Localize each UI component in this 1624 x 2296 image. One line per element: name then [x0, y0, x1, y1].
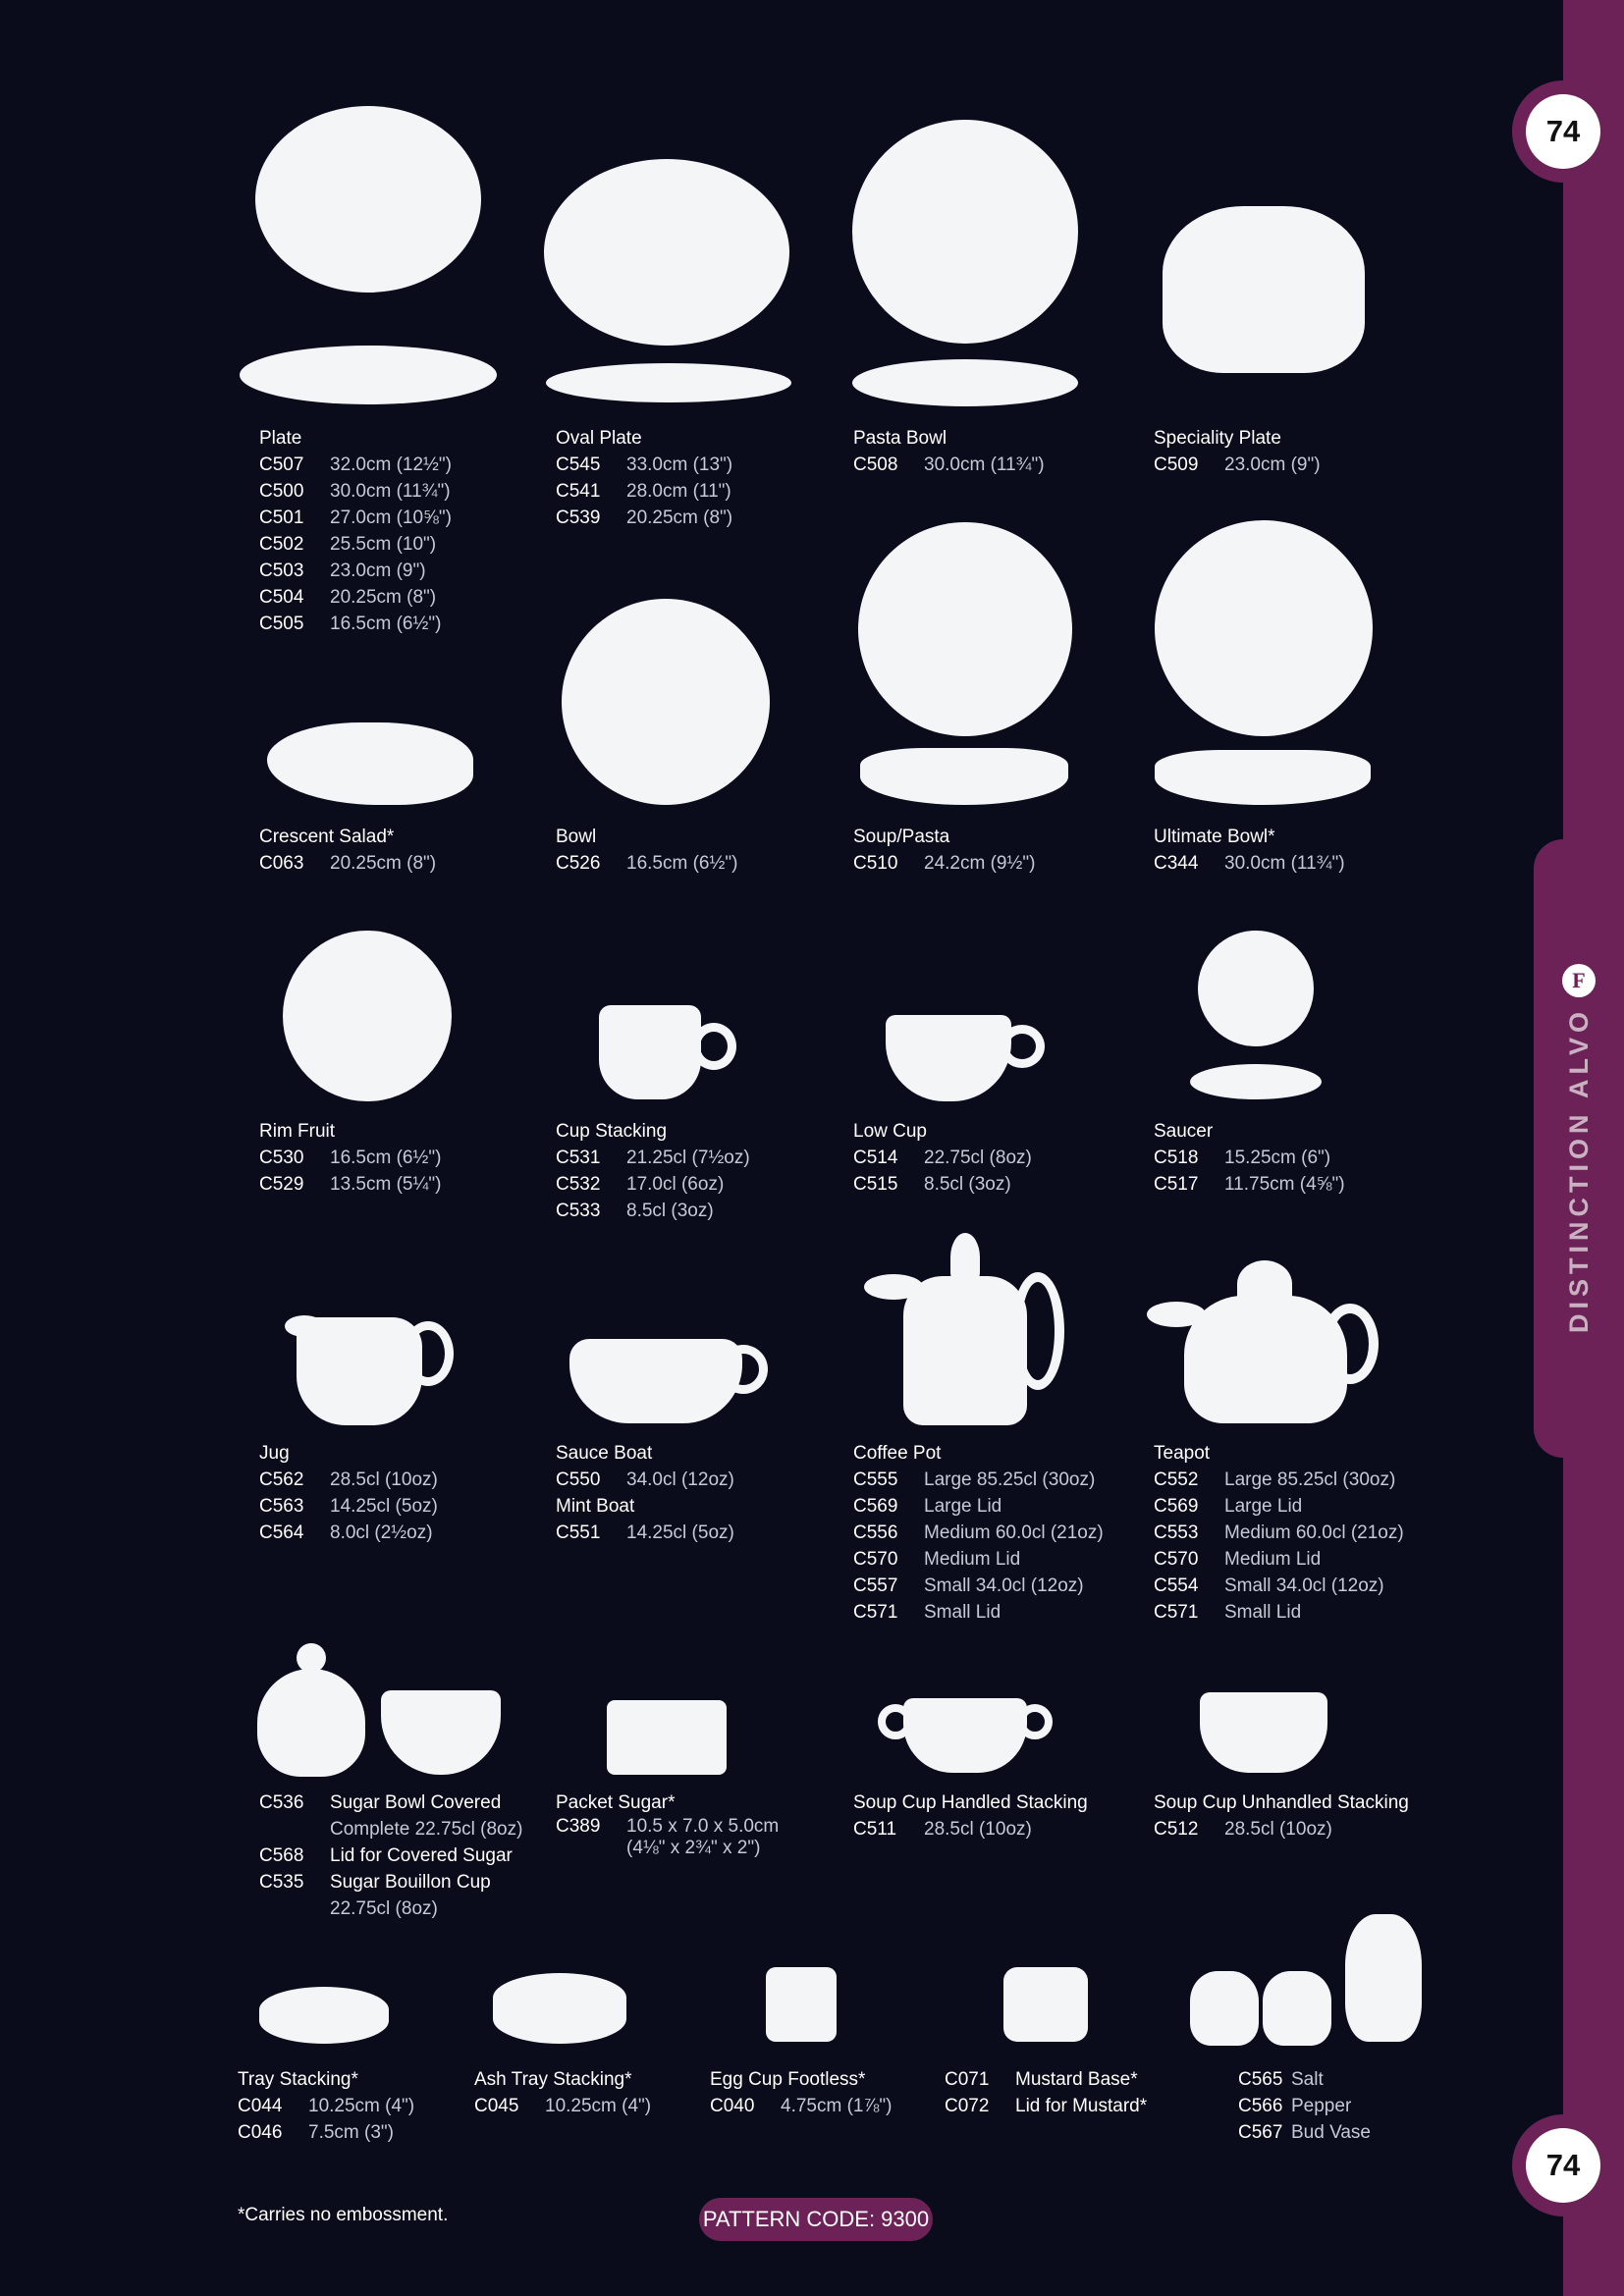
product-code: C570 — [1154, 1549, 1199, 1570]
product-code: C509 — [1154, 454, 1199, 475]
product-crescent-salad — [259, 824, 436, 877]
product-code: C511 — [853, 1819, 897, 1840]
product-size: Small 34.0cl (12oz) — [924, 1575, 1084, 1596]
ash-tray-image — [493, 1973, 626, 2044]
product-size: 4.75cm (1⅞") — [781, 2096, 893, 2116]
product-code: C555 — [853, 1469, 898, 1490]
product-code: C562 — [259, 1469, 304, 1490]
soup-cup-unhandled-image — [1200, 1692, 1327, 1773]
product-plate — [259, 425, 452, 637]
product-saucer — [1154, 1118, 1345, 1198]
product-code: C571 — [1154, 1602, 1199, 1623]
product-code: C556 — [853, 1522, 898, 1543]
pasta-bowl-image — [852, 120, 1078, 344]
product-size: 33.0cm (13") — [626, 454, 733, 475]
egg-cup-image — [766, 1967, 837, 2042]
product-name: Packet Sugar* — [556, 1792, 676, 1813]
product-code: C533 — [556, 1201, 601, 1221]
product-size: Complete 22.75cl (8oz) — [330, 1819, 523, 1840]
coffee-pot-image — [903, 1276, 1027, 1425]
product-size: 21.25cl (7½oz) — [626, 1148, 750, 1168]
footnote: *Carries no embossment. — [238, 2205, 449, 2225]
product-bowl — [556, 824, 737, 877]
product-description: Pepper — [1291, 2096, 1352, 2116]
product-size: 32.0cm (12½") — [330, 454, 452, 475]
product-code: C552 — [1154, 1469, 1199, 1490]
pattern-code-badge: PATTERN CODE: 9300 — [699, 2198, 933, 2241]
low-cup-image — [886, 1015, 1011, 1101]
product-code: C500 — [259, 481, 304, 502]
product-size: 30.0cm (11¾") — [1224, 853, 1345, 874]
soup-cup-handled-right-handle — [1017, 1704, 1053, 1739]
product-name: Jug — [259, 1443, 290, 1464]
sugar-bowl-covered-image — [257, 1669, 365, 1777]
product-size: 22.75cl (8oz) — [924, 1148, 1032, 1168]
product-code: C507 — [259, 454, 304, 475]
product-description: Salt — [1291, 2069, 1324, 2090]
product-code: C565 — [1238, 2069, 1283, 2090]
product-name: Cup Stacking — [556, 1121, 668, 1142]
product-size: 17.0cl (6oz) — [626, 1174, 725, 1195]
jug-handle — [403, 1321, 454, 1386]
product-size: 7.5cm (3") — [308, 2122, 394, 2143]
product-code: C529 — [259, 1174, 304, 1195]
product-code: C517 — [1154, 1174, 1199, 1195]
teapot-image — [1184, 1296, 1347, 1423]
sugar-bouillon-cup-image — [381, 1690, 501, 1775]
oval-plate-side-image — [546, 363, 791, 402]
product-code: C532 — [556, 1174, 601, 1195]
product-egg-cup — [710, 2066, 892, 2119]
product-description: Sugar Bowl Covered — [330, 1792, 502, 1813]
product-code: C526 — [556, 853, 601, 874]
product-jug — [259, 1440, 438, 1546]
product-code: C504 — [259, 587, 304, 608]
side-tab-text: DISTINCTION ALVO — [1563, 1007, 1594, 1333]
product-size: 24.2cm (9½") — [924, 853, 1036, 874]
product-code: C550 — [556, 1469, 601, 1490]
product-code: C508 — [853, 454, 898, 475]
product-packet-sugar — [556, 1789, 779, 1859]
page-number: 74 — [1526, 2128, 1600, 2203]
product-name: Teapot — [1154, 1443, 1211, 1464]
product-oval-plate — [556, 425, 732, 531]
product-cup-stacking — [556, 1118, 750, 1224]
product-coffee-pot — [853, 1440, 1104, 1626]
product-code: C071 — [945, 2069, 990, 2090]
product-code: C501 — [259, 507, 304, 528]
product-code: C557 — [853, 1575, 898, 1596]
mustard-image — [1003, 1967, 1088, 2042]
product-size: 10.25cm (4") — [308, 2096, 415, 2116]
product-size: Small Lid — [1224, 1602, 1302, 1623]
product-size: 20.25cm (8") — [330, 587, 437, 608]
product-size: 16.5cm (6½") — [626, 853, 738, 874]
product-size: Medium Lid — [924, 1549, 1021, 1570]
product-size: 20.25cm (8") — [330, 853, 437, 874]
soup-pasta-side-image — [860, 748, 1068, 805]
page-number-badge-top — [1512, 80, 1614, 183]
product-ash-tray — [474, 2066, 651, 2119]
bud-vase-image — [1345, 1914, 1422, 2042]
product-size: 10.5 x 7.0 x 5.0cm — [626, 1816, 780, 1837]
product-code: C551 — [556, 1522, 601, 1543]
product-name: Rim Fruit — [259, 1121, 336, 1142]
rim-fruit-image — [283, 931, 452, 1101]
product-size: Medium 60.0cl (21oz) — [924, 1522, 1104, 1543]
product-size: 28.5cl (10oz) — [924, 1819, 1032, 1840]
product-size: 27.0cm (10⅝") — [330, 507, 452, 528]
product-size: 23.0cm (9") — [330, 561, 426, 581]
product-name: Ultimate Bowl* — [1154, 827, 1275, 847]
product-code: C063 — [259, 853, 304, 874]
product-code: C046 — [238, 2122, 283, 2143]
product-size: 30.0cm (11¾") — [924, 454, 1045, 475]
sauce-boat-handle — [719, 1345, 768, 1394]
product-name-mint-boat: Mint Boat — [556, 1496, 635, 1517]
product-description: Mustard Base* — [1015, 2069, 1138, 2090]
product-name: Tray Stacking* — [238, 2069, 358, 2090]
product-size: 22.75cl (8oz) — [330, 1898, 438, 1919]
product-description: Sugar Bouillon Cup — [330, 1872, 491, 1893]
product-code: C566 — [1238, 2096, 1283, 2116]
product-sauce-boat — [556, 1440, 734, 1546]
product-code: C541 — [556, 481, 601, 502]
product-salt-pepper — [1238, 2066, 1371, 2146]
pasta-bowl-side-image — [852, 359, 1078, 406]
product-code: C569 — [1154, 1496, 1199, 1517]
product-code: C389 — [556, 1816, 601, 1837]
product-size: 28.5cl (10oz) — [1224, 1819, 1332, 1840]
pepper-image — [1263, 1971, 1331, 2046]
coffee-pot-spout — [864, 1274, 923, 1300]
product-size: Medium Lid — [1224, 1549, 1322, 1570]
product-description: Lid for Mustard* — [1015, 2096, 1148, 2116]
product-size: 11.75cm (4⅝") — [1224, 1174, 1345, 1195]
bowl-image — [562, 599, 770, 805]
product-code: C563 — [259, 1496, 304, 1517]
product-description: Bud Vase — [1291, 2122, 1371, 2143]
product-code: C503 — [259, 561, 304, 581]
product-code: C515 — [853, 1174, 898, 1195]
product-code: C518 — [1154, 1148, 1199, 1168]
product-sugar — [259, 1789, 522, 1922]
product-description: Lid for Covered Sugar — [330, 1845, 513, 1866]
product-name: Crescent Salad* — [259, 827, 395, 847]
product-code: C510 — [853, 853, 898, 874]
product-soup-cup-handled — [853, 1789, 1088, 1842]
product-code: C040 — [710, 2096, 755, 2116]
product-code: C512 — [1154, 1819, 1199, 1840]
product-speciality-plate — [1154, 425, 1321, 478]
side-tab — [1534, 839, 1624, 1458]
product-soup-pasta — [853, 824, 1035, 877]
soup-cup-handled-image — [903, 1698, 1027, 1773]
product-size: Medium 60.0cl (21oz) — [1224, 1522, 1404, 1543]
sugar-bowl-knob — [297, 1643, 326, 1673]
product-size: Large Lid — [924, 1496, 1002, 1517]
product-size: 16.5cm (6½") — [330, 1148, 442, 1168]
product-name: Ash Tray Stacking* — [474, 2069, 632, 2090]
page-number: 74 — [1526, 94, 1600, 169]
product-size: Large Lid — [1224, 1496, 1303, 1517]
product-mustard — [945, 2066, 1147, 2119]
coffee-pot-handle — [1011, 1272, 1064, 1390]
product-teapot — [1154, 1440, 1404, 1626]
ultimate-bowl-side-image — [1155, 750, 1371, 805]
product-size: 14.25cl (5oz) — [330, 1496, 438, 1517]
product-size: 25.5cm (10") — [330, 534, 437, 555]
side-tab-label — [1562, 964, 1596, 1333]
product-code: C553 — [1154, 1522, 1199, 1543]
product-code: C569 — [853, 1496, 898, 1517]
product-size: 34.0cl (12oz) — [626, 1469, 734, 1490]
product-name: Soup Cup Handled Stacking — [853, 1792, 1088, 1813]
product-size: Large 85.25cl (30oz) — [1224, 1469, 1396, 1490]
product-size: 10.25cm (4") — [545, 2096, 652, 2116]
product-code: C531 — [556, 1148, 601, 1168]
saucer-side-image — [1190, 1064, 1322, 1099]
product-name: Pasta Bowl — [853, 428, 947, 449]
product-code: C344 — [1154, 853, 1199, 874]
product-name: Egg Cup Footless* — [710, 2069, 866, 2090]
product-size: Large 85.25cl (30oz) — [924, 1469, 1096, 1490]
product-name: Soup/Pasta — [853, 827, 950, 847]
cup-stacking-image — [599, 1005, 701, 1099]
product-size: 28.5cl (10oz) — [330, 1469, 438, 1490]
coffee-pot-lid — [950, 1233, 980, 1282]
product-size: 16.5cm (6½") — [330, 614, 442, 634]
product-code: C502 — [259, 534, 304, 555]
low-cup-handle — [1000, 1025, 1045, 1068]
speciality-plate-image — [1163, 206, 1365, 373]
teapot-spout — [1147, 1302, 1206, 1327]
product-code: C530 — [259, 1148, 304, 1168]
product-name: Soup Cup Unhandled Stacking — [1154, 1792, 1409, 1813]
product-size: 15.25cm (6") — [1224, 1148, 1331, 1168]
product-rim-fruit — [259, 1118, 441, 1198]
teapot-handle — [1322, 1304, 1379, 1384]
brand-logo-icon: F — [1562, 964, 1596, 997]
sauce-boat-image — [569, 1339, 742, 1423]
product-size: 8.5cl (3oz) — [924, 1174, 1011, 1195]
plate-image — [255, 106, 481, 293]
saucer-image — [1198, 931, 1314, 1046]
cup-stacking-handle — [691, 1023, 736, 1070]
plate-side-image — [240, 346, 497, 404]
product-low-cup — [853, 1118, 1032, 1198]
product-code: C505 — [259, 614, 304, 634]
product-name: Saucer — [1154, 1121, 1214, 1142]
product-ultimate-bowl — [1154, 824, 1345, 877]
product-tray-stacking — [238, 2066, 414, 2146]
product-code: C535 — [259, 1872, 304, 1893]
product-size: 30.0cm (11¾") — [330, 481, 451, 502]
product-size: Small 34.0cl (12oz) — [1224, 1575, 1384, 1596]
product-size: 20.25cm (8") — [626, 507, 733, 528]
teapot-lid — [1237, 1260, 1292, 1308]
product-size: 8.0cl (2½oz) — [330, 1522, 433, 1543]
soup-cup-handled-left-handle — [878, 1704, 913, 1739]
soup-pasta-image — [858, 522, 1072, 736]
packet-sugar-image — [607, 1700, 727, 1775]
product-code: C571 — [853, 1602, 898, 1623]
ultimate-bowl-image — [1155, 520, 1373, 736]
product-size: 28.0cm (11") — [626, 481, 731, 502]
product-code: C536 — [259, 1792, 304, 1813]
product-code: C554 — [1154, 1575, 1199, 1596]
oval-plate-image — [544, 159, 789, 346]
product-size: 8.5cl (3oz) — [626, 1201, 714, 1221]
product-code: C044 — [238, 2096, 283, 2116]
product-size: 13.5cm (5¼") — [330, 1174, 442, 1195]
product-name: Bowl — [556, 827, 597, 847]
product-code: C570 — [853, 1549, 898, 1570]
product-code: C567 — [1238, 2122, 1283, 2143]
product-code: C539 — [556, 507, 601, 528]
product-size: 14.25cl (5oz) — [626, 1522, 734, 1543]
product-name: Plate — [259, 428, 302, 449]
product-pasta-bowl — [853, 425, 1045, 478]
product-code: C545 — [556, 454, 601, 475]
product-code: C045 — [474, 2096, 519, 2116]
product-name: Low Cup — [853, 1121, 927, 1142]
crescent-salad-image — [267, 722, 473, 805]
product-code: C514 — [853, 1148, 898, 1168]
salt-image — [1190, 1971, 1259, 2046]
page-number-badge-bottom — [1512, 2114, 1614, 2216]
product-name: Oval Plate — [556, 428, 642, 449]
product-size: Small Lid — [924, 1602, 1001, 1623]
product-code: C564 — [259, 1522, 304, 1543]
product-name: Speciality Plate — [1154, 428, 1281, 449]
product-code: C568 — [259, 1845, 304, 1866]
product-size-imperial: (4⅛" x 2¾" x 2") — [626, 1838, 761, 1858]
product-name: Coffee Pot — [853, 1443, 942, 1464]
tray-stacking-image — [259, 1987, 389, 2044]
product-soup-cup-unhandled — [1154, 1789, 1409, 1842]
product-code: C072 — [945, 2096, 990, 2116]
product-size: 23.0cm (9") — [1224, 454, 1321, 475]
product-name: Sauce Boat — [556, 1443, 653, 1464]
jug-spout — [285, 1315, 324, 1337]
